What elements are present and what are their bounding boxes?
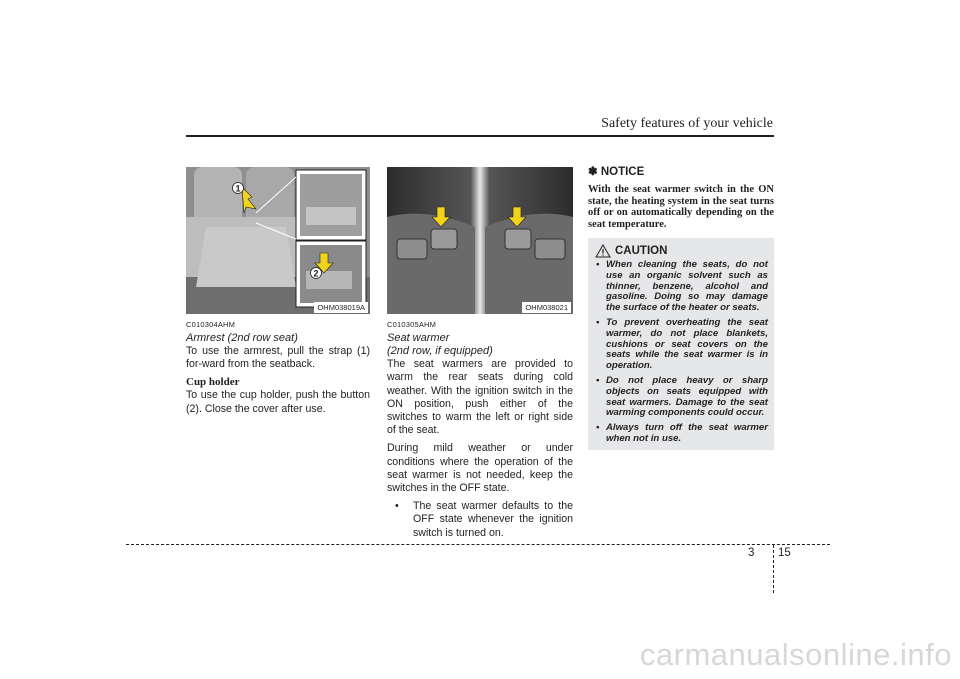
seat-warmer-illustration [387,167,573,314]
page-number: 15 [778,547,791,559]
list-item [387,500,573,540]
notice-body: With the seat warmer switch in the ON state, the heating system in the seat turns off or on automatically depending on the seat temperature. [588,184,774,230]
cup-holder-heading: Cup holder [186,376,240,389]
caution-item-text: Do not place heavy or sharp objects on seats equipped with seat warmers. Damage to the seat warming components could occur. [606,374,768,419]
cup-holder-paragraph: To use the cup holder, push the button (2). Close the cover after use. [186,389,370,415]
seat-warmer-figure [387,167,573,314]
armrest-figure [186,167,370,314]
section-subheading: (2nd row, if equipped) [387,344,493,357]
list-item: • Always turn off the seat warmer when not in use. [596,422,768,444]
column-armrest [186,318,370,421]
list-item: • To prevent overheating the seat warmer, do not place blankets, cushions or seat covers on the seats while the seat warmer is in operation. [596,316,768,372]
warning-triangle-icon [595,244,611,258]
armrest-paragraph: To use the armrest, pull the strap (1) for-ward from the seatback. [186,344,370,370]
figure-label: OHM038021 [522,302,571,313]
caution-item-text: To prevent overheating the seat warmer, do not place blankets, cushions or seat covers on the seats while the seat warmer is in operation. [606,316,768,372]
callout-2: 2 [313,268,319,279]
footer-divider [773,545,774,593]
watermark: carmanualsonline.info [639,637,952,672]
section-code: C010304AHM [186,320,236,329]
caution-item-text: Always turn off the seat warmer when not in use. [606,422,768,444]
bullet-mark: • [395,500,399,513]
notice-title: ✽ NOTICE [588,166,645,178]
armrest-illustration [186,167,370,314]
section-heading: Armrest (2nd row seat) [186,332,298,345]
list-item: • Do not place heavy or sharp objects on seats equipped with seat warmers. Damage to the seat warming components could occur. [596,374,768,419]
caution-box [588,238,774,450]
section-code: C010305AHM [387,320,437,329]
column-seat-warmer [387,318,573,540]
page-header-title: Safety features of your vehicle [601,116,773,131]
callout-1: 1 [235,183,241,194]
bullet-text: The seat warmer defaults to the OFF state whenever the ignition switch is turned on. [413,500,573,539]
caution-item-text: When cleaning the seats, do not use an organic solvent such as thinner, benzene, alcohol and gasoline. Doing so may damage the surface of the heater or seats. [606,259,768,314]
figure-label: OHM038019A [314,302,368,313]
caution-list [596,260,768,449]
seat-warmer-paragraph-1: The seat warmers are provided to warm the rear seats during cold weather. With the ignition switch in the ON position, push either of the switches to warm the left or right side of the seat. [387,358,573,437]
header-rule [186,135,774,137]
section-heading: Seat warmer [387,332,450,345]
section-number: 3 [748,547,755,559]
list-item: • When cleaning the seats, do not use an organic solvent such as thinner, benzene, alcohol and gasoline. Doing so may damage the surface of the heater or seats. [596,259,768,314]
seat-warmer-paragraph-2: During mild weather or under conditions where the operation of the seat warmer is not needed, keep the switches in the OFF state. [387,442,573,495]
column-notice [588,166,774,235]
caution-title: CAUTION [615,245,668,257]
footer-rule [126,544,830,545]
